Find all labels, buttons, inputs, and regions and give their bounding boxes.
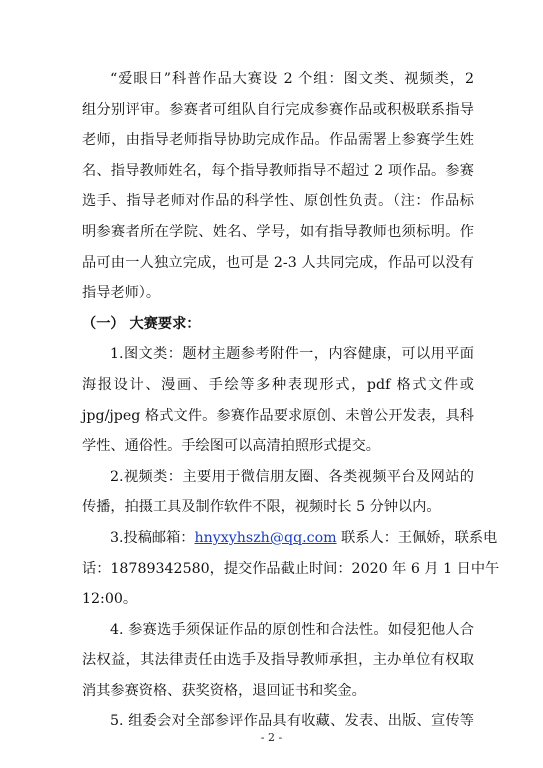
item4-line: 4. 参赛选手须保证作品的原创性和合法性。如侵犯他人合 xyxy=(110,621,474,638)
intro-line: 明参赛者所在学院、姓名、学号，如有指导教师也须标明。作 xyxy=(82,223,474,240)
email-link[interactable]: hnyxyhszh@qq.com xyxy=(194,529,337,546)
section-heading: （一） 大赛要求： xyxy=(82,315,201,332)
intro-line: 组分别评审。参赛者可组队自行完成参赛作品或积极联系指导 xyxy=(82,101,474,118)
item3-line: 12:00。 xyxy=(82,591,138,608)
item1-line: jpg/jpeg 格式文件。参赛作品要求原创、未曾公开发表，具科 xyxy=(82,407,474,424)
item3-line xyxy=(82,523,498,554)
item1-line: 1.图文类：题材主题参考附件一，内容健康，可以用平面 xyxy=(110,346,474,363)
intro-line: 品可由一人独立完成，也可是 2-3 人共同完成，作品可以没有 xyxy=(82,254,474,271)
email-prefix: 3.投稿邮箱： xyxy=(110,529,195,546)
item1-line: 海报设计、漫画、手绘等多种表现形式，pdf 格式文件或 xyxy=(82,376,474,393)
page-number: - 2 - xyxy=(260,731,283,744)
intro-line: 选手、指导老师对作品的科学性、原创性负责。（注：作品标 xyxy=(82,193,474,210)
item5-line: 5. 组委会对全部参评作品具有收藏、发表、出版、宣传等 xyxy=(110,713,474,730)
item3-line: 话：18789342580，提交作品截止时间：2020 年 6 月 1 日中午 xyxy=(82,560,500,577)
contact-person: 联系人：王佩娇，联系电 xyxy=(336,529,498,546)
intro-line: 名、指导教师姓名，每个指导教师指导不超过 2 项作品。参赛 xyxy=(82,162,474,179)
intro-line: 老师，由指导老师指导协助完成作品。作品需署上参赛学生姓 xyxy=(82,132,474,149)
intro-line: “爱眼日”科普作品大赛设 2 个组：图文类、视频类，2 xyxy=(110,71,474,87)
item1-line: 学性、通俗性。手绘图可以高清拍照形式提交。 xyxy=(82,438,380,455)
intro-line: 指导老师）。 xyxy=(82,285,161,302)
item4-line: 消其参赛资格、获奖资格，退回证书和奖金。 xyxy=(82,682,366,699)
item2-line: 2.视频类：主要用于微信朋友圈、各类视频平台及网站的 xyxy=(110,468,474,485)
body-text xyxy=(82,64,500,737)
item4-line: 法权益，其法律责任由选手及指导教师承担，主办单位有权取 xyxy=(82,652,474,669)
item2-line: 传播，拍摄工具及制作软件不限，视频时长 5 分钟以内。 xyxy=(82,499,441,516)
